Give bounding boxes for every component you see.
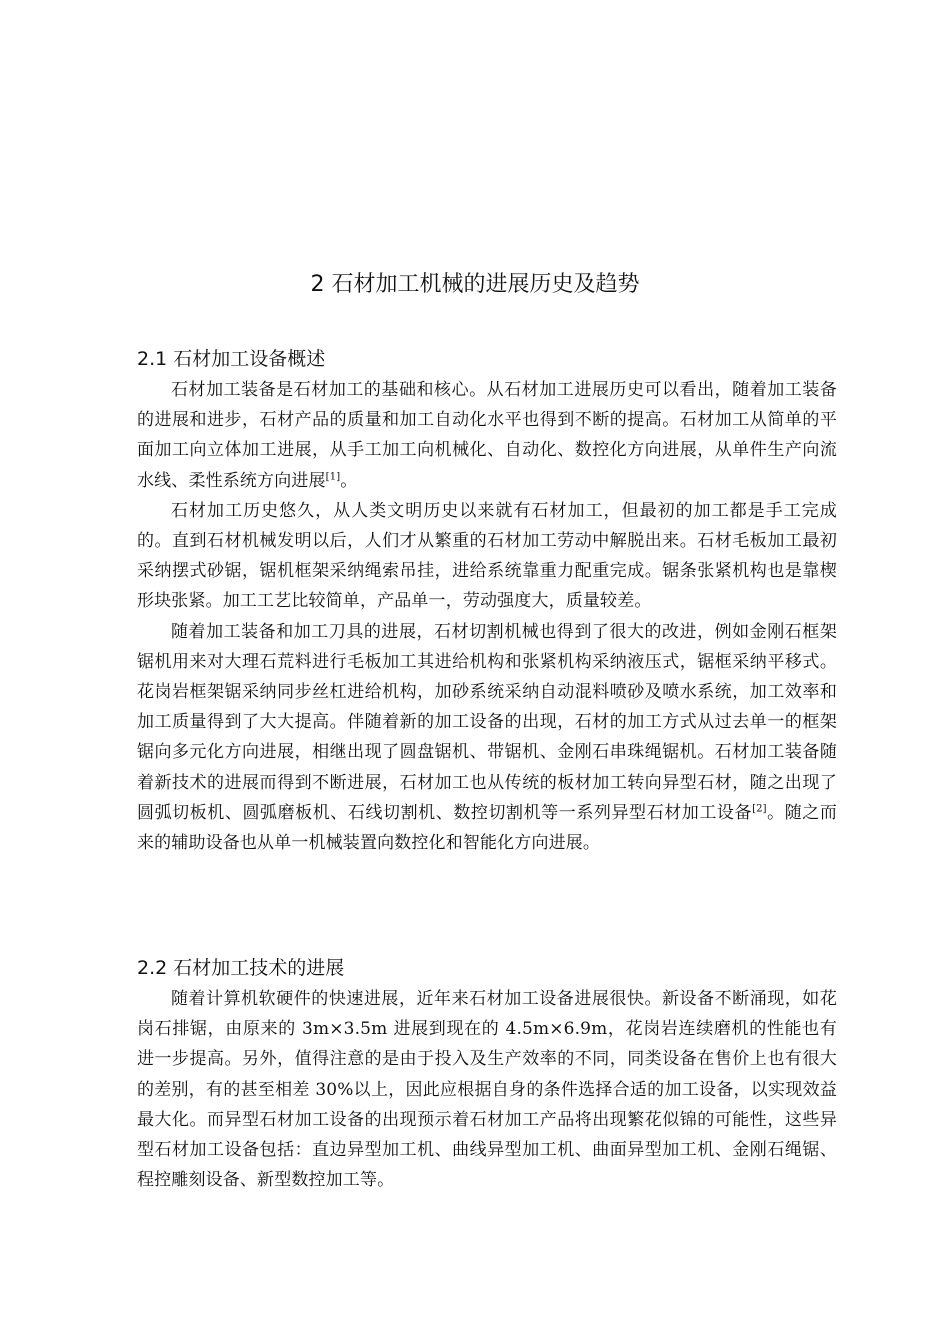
paragraph-tail: 。 (340, 470, 358, 491)
citation-ref: [1] (325, 470, 341, 482)
paragraph (137, 617, 837, 859)
paragraph-tail: 。随之而来的辅助设备也从单一机械装置向数控化和智能化方向进展。 (137, 802, 837, 854)
section-2-2-body (137, 984, 837, 1195)
paragraph-text: 随着计算机软硬件的快速进展，近年来石材加工设备进展很快。新设备不断涌现，如花岗石排锯，由原来的 3m×3.5m 进展到现在的 4.5m×6.9m，花岗岩连续磨机的性能也有进一步提高。另外，值得注意的是由于投入及生产效率的不同，同类设备在售价上也有很大的差别，有的甚至相差 30%以上，因此应根据自身的条件选择合适的加工设备，以实现效益最大化。而异型石材加工设备的出现预示着石材加工产品将出现繁花似锦的可能性，这些异型石材加工设备包括：直边异型加工机、曲线异型加工机、曲面异型加工机、金刚石绳锯、程控雕刻设备、新型数控加工等。 (137, 989, 837, 1191)
section-title-2-2: 2.2 石材加工技术的进展 (137, 957, 345, 979)
section-title-2-1: 2.1 石材加工设备概述 (137, 348, 326, 370)
paragraph-text: 石材加工历史悠久，从人类文明历史以来就有石材加工，但最初的加工都是手工完成的。直到石材机械发明以后，人们才从繁重的石材加工劳动中解脱出来。石材毛板加工最初采纳摆式砂锯，锯机框架采纳绳索吊挂，进给系统靠重力配重完成。锯条张紧机构也是靠楔形块张紧。加工工艺比较简单，产品单一，劳动强度大，质量较差。 (137, 500, 837, 612)
paragraph (137, 496, 837, 617)
paragraph-text: 随着加工装备和加工刀具的进展，石材切割机械也得到了很大的改进，例如金刚石框架锯机用来对大理石荒料进行毛板加工其进给机构和张紧机构采纳液压式，锯框采纳平移式。花岗岩框架锯采纳同步丝杠进给机构，加砂系统采纳自动混料喷砂及喷水系统，加工效率和加工质量得到了大大提高。伴随着新的加工设备的出现，石材的加工方式从过去单一的框架锯向多元化方向进展，相继出现了圆盘锯机、带锯机、金刚石串珠绳锯机。石材加工装备随着新技术的进展而得到不断进展，石材加工也从传统的板材加工转向异型石材，随之出现了圆弧切板机、圆弧磨板机、石线切割机、数控切割机等一系列异型石材加工设备 (137, 621, 837, 823)
chapter-title: 2 石材加工机械的进展历史及趋势 (310, 272, 640, 297)
paragraph (137, 984, 837, 1195)
paragraph-text: 石材加工装备是石材加工的基础和核心。从石材加工进展历史可以看出，随着加工装备的进展和进步，石材产品的质量和加工自动化水平也得到不断的提高。石材加工从简单的平面加工向立体加工进展，从手工加工向机械化、自动化、数控化方向进展，从单件生产向流水线、柔性系统方向进展 (137, 380, 837, 491)
paragraph (137, 375, 837, 496)
section-2-1-body (137, 375, 837, 858)
citation-ref: [2] (752, 803, 767, 815)
